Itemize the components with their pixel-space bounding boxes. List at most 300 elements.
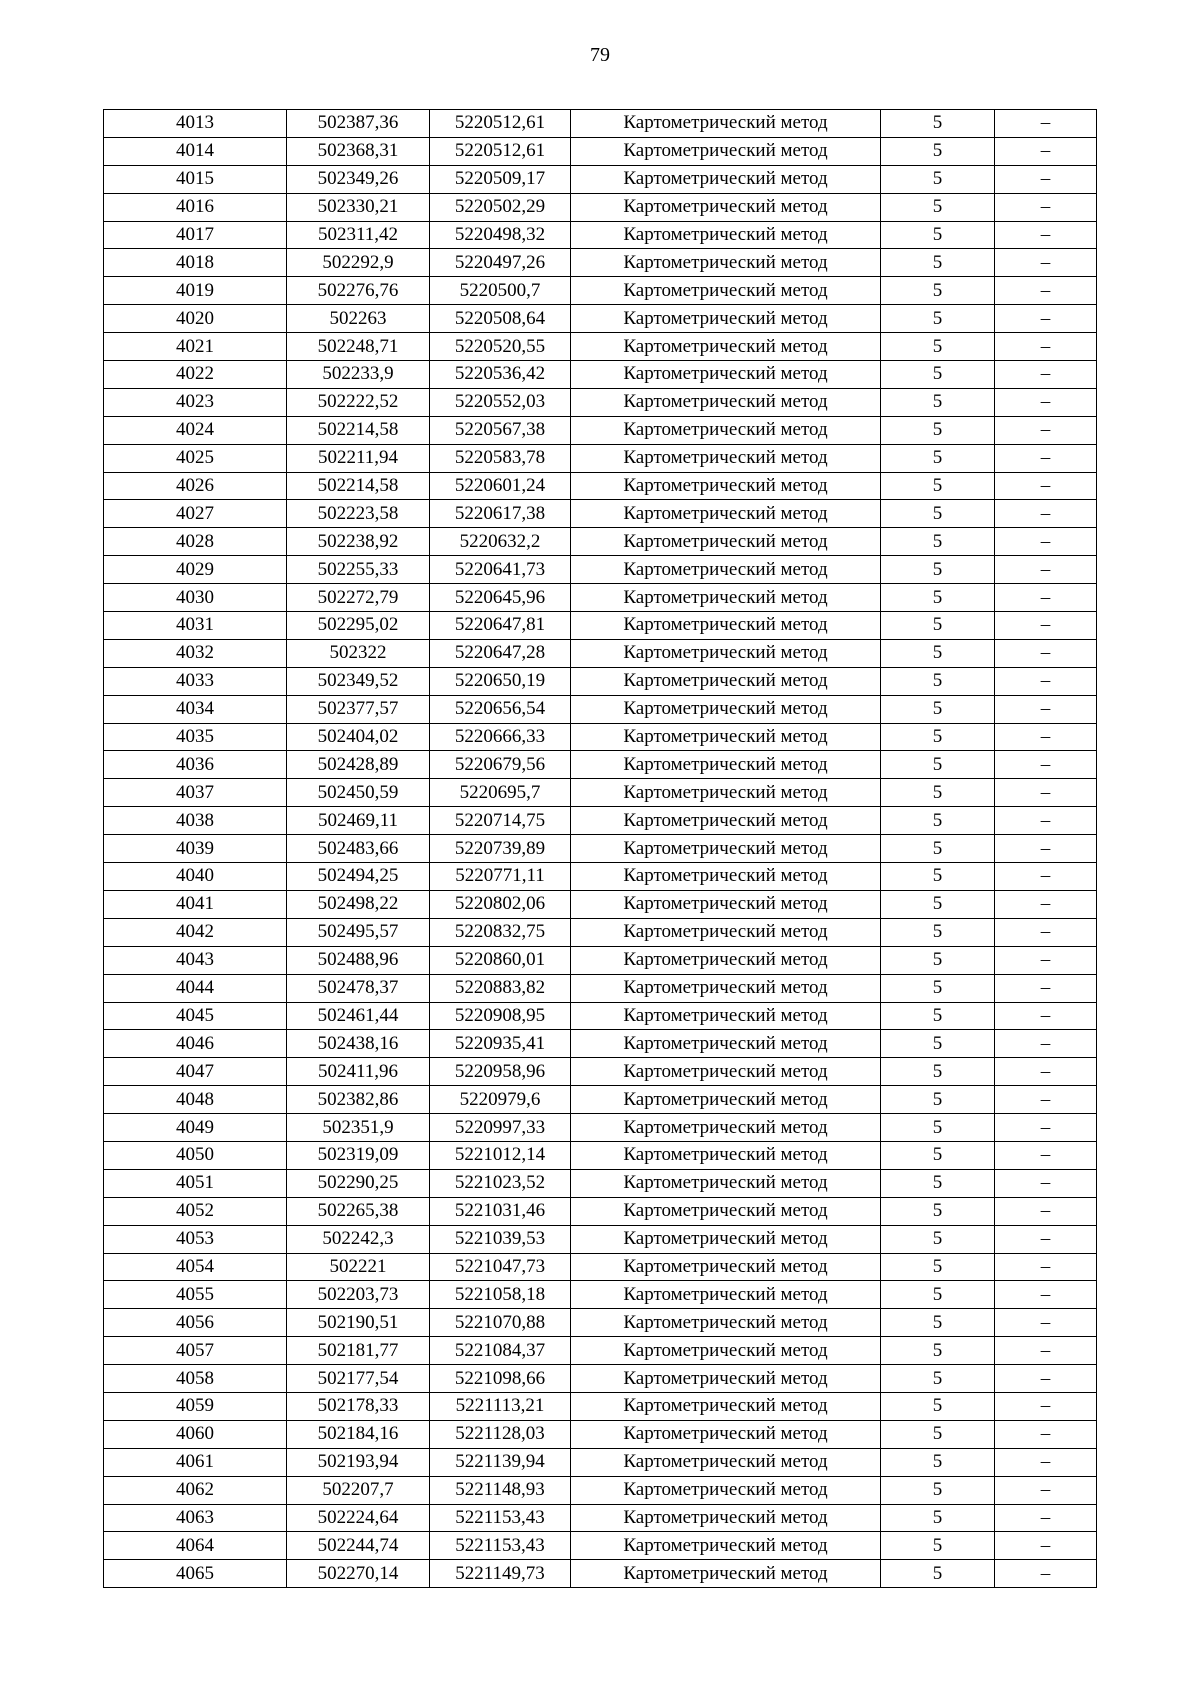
- x-coordinate-cell: 502368,31: [287, 137, 430, 165]
- description-cell: –: [995, 1365, 1097, 1393]
- y-coordinate-cell: 5220583,78: [430, 444, 571, 472]
- point-number-cell: 4025: [104, 444, 287, 472]
- y-coordinate-cell: 5221149,73: [430, 1560, 571, 1588]
- point-number-cell: 4055: [104, 1281, 287, 1309]
- point-number-cell: 4015: [104, 165, 287, 193]
- description-cell: –: [995, 137, 1097, 165]
- x-coordinate-cell: 502263: [287, 305, 430, 333]
- y-coordinate-cell: 5221153,43: [430, 1532, 571, 1560]
- point-number-cell: 4049: [104, 1114, 287, 1142]
- x-coordinate-cell: 502211,94: [287, 444, 430, 472]
- table-row: [104, 974, 1097, 1002]
- accuracy-cell: 5: [881, 444, 995, 472]
- description-cell: –: [995, 221, 1097, 249]
- point-number-cell: 4041: [104, 890, 287, 918]
- x-coordinate-cell: 502233,9: [287, 361, 430, 389]
- point-number-cell: 4060: [104, 1420, 287, 1448]
- table-row: [104, 890, 1097, 918]
- y-coordinate-cell: 5221148,93: [430, 1476, 571, 1504]
- accuracy-cell: 5: [881, 1253, 995, 1281]
- accuracy-cell: 5: [881, 639, 995, 667]
- method-cell: Картометрический метод: [571, 500, 881, 528]
- description-cell: –: [995, 1337, 1097, 1365]
- method-cell: Картометрический метод: [571, 1225, 881, 1253]
- description-cell: –: [995, 165, 1097, 193]
- accuracy-cell: 5: [881, 556, 995, 584]
- description-cell: –: [995, 612, 1097, 640]
- table-row: [104, 1448, 1097, 1476]
- y-coordinate-cell: 5220509,17: [430, 165, 571, 193]
- method-cell: Картометрический метод: [571, 1169, 881, 1197]
- table-row: [104, 946, 1097, 974]
- table-row: [104, 556, 1097, 584]
- description-cell: –: [995, 416, 1097, 444]
- method-cell: Картометрический метод: [571, 667, 881, 695]
- table-row: [104, 835, 1097, 863]
- point-number-cell: 4031: [104, 612, 287, 640]
- y-coordinate-cell: 5221139,94: [430, 1448, 571, 1476]
- accuracy-cell: 5: [881, 667, 995, 695]
- x-coordinate-cell: 502255,33: [287, 556, 430, 584]
- y-coordinate-cell: 5220520,55: [430, 333, 571, 361]
- method-cell: Картометрический метод: [571, 639, 881, 667]
- y-coordinate-cell: 5220860,01: [430, 946, 571, 974]
- x-coordinate-cell: 502214,58: [287, 416, 430, 444]
- point-number-cell: 4029: [104, 556, 287, 584]
- y-coordinate-cell: 5220645,96: [430, 584, 571, 612]
- point-number-cell: 4044: [104, 974, 287, 1002]
- method-cell: Картометрический метод: [571, 1281, 881, 1309]
- method-cell: Картометрический метод: [571, 1309, 881, 1337]
- point-number-cell: 4014: [104, 137, 287, 165]
- method-cell: Картометрический метод: [571, 1420, 881, 1448]
- x-coordinate-cell: 502311,42: [287, 221, 430, 249]
- point-number-cell: 4033: [104, 667, 287, 695]
- x-coordinate-cell: 502203,73: [287, 1281, 430, 1309]
- point-number-cell: 4038: [104, 807, 287, 835]
- table-row: [104, 1532, 1097, 1560]
- table-row: [104, 1420, 1097, 1448]
- table-row: [104, 667, 1097, 695]
- x-coordinate-cell: 502382,86: [287, 1086, 430, 1114]
- y-coordinate-cell: 5221098,66: [430, 1365, 571, 1393]
- method-cell: Картометрический метод: [571, 1058, 881, 1086]
- x-coordinate-cell: 502404,02: [287, 723, 430, 751]
- accuracy-cell: 5: [881, 1476, 995, 1504]
- x-coordinate-cell: 502494,25: [287, 863, 430, 891]
- x-coordinate-cell: 502478,37: [287, 974, 430, 1002]
- x-coordinate-cell: 502222,52: [287, 388, 430, 416]
- table-row: [104, 807, 1097, 835]
- method-cell: Картометрический метод: [571, 221, 881, 249]
- x-coordinate-cell: 502193,94: [287, 1448, 430, 1476]
- description-cell: –: [995, 835, 1097, 863]
- point-number-cell: 4050: [104, 1141, 287, 1169]
- x-coordinate-cell: 502450,59: [287, 779, 430, 807]
- table-row: [104, 1058, 1097, 1086]
- accuracy-cell: 5: [881, 1337, 995, 1365]
- point-number-cell: 4023: [104, 388, 287, 416]
- point-number-cell: 4047: [104, 1058, 287, 1086]
- point-number-cell: 4036: [104, 751, 287, 779]
- table-row: [104, 472, 1097, 500]
- method-cell: Картометрический метод: [571, 584, 881, 612]
- method-cell: Картометрический метод: [571, 472, 881, 500]
- table-row: [104, 277, 1097, 305]
- x-coordinate-cell: 502223,58: [287, 500, 430, 528]
- description-cell: –: [995, 500, 1097, 528]
- x-coordinate-cell: 502330,21: [287, 193, 430, 221]
- method-cell: Картометрический метод: [571, 1141, 881, 1169]
- method-cell: Картометрический метод: [571, 1030, 881, 1058]
- description-cell: –: [995, 388, 1097, 416]
- description-cell: –: [995, 667, 1097, 695]
- table-row: [104, 1476, 1097, 1504]
- description-cell: –: [995, 1086, 1097, 1114]
- table-row: [104, 1225, 1097, 1253]
- table-row: [104, 1281, 1097, 1309]
- y-coordinate-cell: 5220802,06: [430, 890, 571, 918]
- method-cell: Картометрический метод: [571, 918, 881, 946]
- accuracy-cell: 5: [881, 137, 995, 165]
- accuracy-cell: 5: [881, 1560, 995, 1588]
- accuracy-cell: 5: [881, 528, 995, 556]
- point-number-cell: 4064: [104, 1532, 287, 1560]
- accuracy-cell: 5: [881, 500, 995, 528]
- table-row: [104, 1392, 1097, 1420]
- x-coordinate-cell: 502290,25: [287, 1169, 430, 1197]
- method-cell: Картометрический метод: [571, 1086, 881, 1114]
- y-coordinate-cell: 5220632,2: [430, 528, 571, 556]
- y-coordinate-cell: 5220552,03: [430, 388, 571, 416]
- x-coordinate-cell: 502349,26: [287, 165, 430, 193]
- point-number-cell: 4059: [104, 1392, 287, 1420]
- description-cell: –: [995, 1030, 1097, 1058]
- y-coordinate-cell: 5221153,43: [430, 1504, 571, 1532]
- y-coordinate-cell: 5220997,33: [430, 1114, 571, 1142]
- method-cell: Картометрический метод: [571, 1114, 881, 1142]
- y-coordinate-cell: 5221058,18: [430, 1281, 571, 1309]
- table-row: [104, 695, 1097, 723]
- point-number-cell: 4019: [104, 277, 287, 305]
- table-row: [104, 110, 1097, 138]
- description-cell: –: [995, 1309, 1097, 1337]
- coordinates-table: [103, 109, 1097, 1588]
- table-row: [104, 528, 1097, 556]
- accuracy-cell: 5: [881, 1086, 995, 1114]
- table-row: [104, 1197, 1097, 1225]
- point-number-cell: 4056: [104, 1309, 287, 1337]
- y-coordinate-cell: 5220497,26: [430, 249, 571, 277]
- description-cell: –: [995, 1002, 1097, 1030]
- y-coordinate-cell: 5220832,75: [430, 918, 571, 946]
- table-row: [104, 444, 1097, 472]
- accuracy-cell: 5: [881, 890, 995, 918]
- table-row: [104, 1002, 1097, 1030]
- method-cell: Картометрический метод: [571, 137, 881, 165]
- accuracy-cell: 5: [881, 165, 995, 193]
- accuracy-cell: 5: [881, 249, 995, 277]
- x-coordinate-cell: 502322: [287, 639, 430, 667]
- x-coordinate-cell: 502295,02: [287, 612, 430, 640]
- point-number-cell: 4022: [104, 361, 287, 389]
- description-cell: –: [995, 1281, 1097, 1309]
- point-number-cell: 4028: [104, 528, 287, 556]
- y-coordinate-cell: 5220883,82: [430, 974, 571, 1002]
- table-row: [104, 221, 1097, 249]
- y-coordinate-cell: 5220714,75: [430, 807, 571, 835]
- y-coordinate-cell: 5220935,41: [430, 1030, 571, 1058]
- x-coordinate-cell: 502224,64: [287, 1504, 430, 1532]
- x-coordinate-cell: 502387,36: [287, 110, 430, 138]
- point-number-cell: 4013: [104, 110, 287, 138]
- table-row: [104, 918, 1097, 946]
- method-cell: Картометрический метод: [571, 388, 881, 416]
- method-cell: Картометрический метод: [571, 890, 881, 918]
- point-number-cell: 4042: [104, 918, 287, 946]
- y-coordinate-cell: 5221084,37: [430, 1337, 571, 1365]
- description-cell: –: [995, 444, 1097, 472]
- point-number-cell: 4045: [104, 1002, 287, 1030]
- description-cell: –: [995, 1253, 1097, 1281]
- coordinates-table-body: [104, 110, 1097, 1588]
- table-row: [104, 1309, 1097, 1337]
- table-row: [104, 779, 1097, 807]
- x-coordinate-cell: 502207,7: [287, 1476, 430, 1504]
- point-number-cell: 4018: [104, 249, 287, 277]
- description-cell: –: [995, 779, 1097, 807]
- x-coordinate-cell: 502221: [287, 1253, 430, 1281]
- method-cell: Картометрический метод: [571, 165, 881, 193]
- y-coordinate-cell: 5220641,73: [430, 556, 571, 584]
- description-cell: –: [995, 1476, 1097, 1504]
- description-cell: –: [995, 556, 1097, 584]
- point-number-cell: 4032: [104, 639, 287, 667]
- method-cell: Картометрический метод: [571, 333, 881, 361]
- table-row: [104, 305, 1097, 333]
- point-number-cell: 4035: [104, 723, 287, 751]
- table-row: [104, 1253, 1097, 1281]
- method-cell: Картометрический метод: [571, 1504, 881, 1532]
- x-coordinate-cell: 502428,89: [287, 751, 430, 779]
- point-number-cell: 4039: [104, 835, 287, 863]
- x-coordinate-cell: 502276,76: [287, 277, 430, 305]
- point-number-cell: 4037: [104, 779, 287, 807]
- method-cell: Картометрический метод: [571, 193, 881, 221]
- point-number-cell: 4017: [104, 221, 287, 249]
- y-coordinate-cell: 5220512,61: [430, 110, 571, 138]
- method-cell: Картометрический метод: [571, 1337, 881, 1365]
- description-cell: –: [995, 723, 1097, 751]
- accuracy-cell: 5: [881, 277, 995, 305]
- description-cell: –: [995, 1114, 1097, 1142]
- description-cell: –: [995, 751, 1097, 779]
- page-number: 79: [590, 44, 610, 66]
- x-coordinate-cell: 502461,44: [287, 1002, 430, 1030]
- method-cell: Картометрический метод: [571, 556, 881, 584]
- x-coordinate-cell: 502351,9: [287, 1114, 430, 1142]
- y-coordinate-cell: 5220771,11: [430, 863, 571, 891]
- description-cell: –: [995, 361, 1097, 389]
- x-coordinate-cell: 502483,66: [287, 835, 430, 863]
- accuracy-cell: 5: [881, 1225, 995, 1253]
- method-cell: Картометрический метод: [571, 723, 881, 751]
- method-cell: Картометрический метод: [571, 416, 881, 444]
- x-coordinate-cell: 502438,16: [287, 1030, 430, 1058]
- method-cell: Картометрический метод: [571, 444, 881, 472]
- accuracy-cell: 5: [881, 416, 995, 444]
- method-cell: Картометрический метод: [571, 528, 881, 556]
- accuracy-cell: 5: [881, 305, 995, 333]
- point-number-cell: 4040: [104, 863, 287, 891]
- y-coordinate-cell: 5220650,19: [430, 667, 571, 695]
- table-row: [104, 1560, 1097, 1588]
- description-cell: –: [995, 639, 1097, 667]
- method-cell: Картометрический метод: [571, 277, 881, 305]
- y-coordinate-cell: 5220656,54: [430, 695, 571, 723]
- point-number-cell: 4053: [104, 1225, 287, 1253]
- method-cell: Картометрический метод: [571, 695, 881, 723]
- y-coordinate-cell: 5221031,46: [430, 1197, 571, 1225]
- description-cell: –: [995, 1141, 1097, 1169]
- point-number-cell: 4061: [104, 1448, 287, 1476]
- accuracy-cell: 5: [881, 1420, 995, 1448]
- point-number-cell: 4057: [104, 1337, 287, 1365]
- x-coordinate-cell: 502242,3: [287, 1225, 430, 1253]
- table-row: [104, 639, 1097, 667]
- y-coordinate-cell: 5220979,6: [430, 1086, 571, 1114]
- method-cell: Картометрический метод: [571, 361, 881, 389]
- description-cell: –: [995, 528, 1097, 556]
- point-number-cell: 4065: [104, 1560, 287, 1588]
- description-cell: –: [995, 193, 1097, 221]
- y-coordinate-cell: 5220500,7: [430, 277, 571, 305]
- table-row: [104, 1337, 1097, 1365]
- y-coordinate-cell: 5221047,73: [430, 1253, 571, 1281]
- description-cell: –: [995, 277, 1097, 305]
- accuracy-cell: 5: [881, 835, 995, 863]
- x-coordinate-cell: 502272,79: [287, 584, 430, 612]
- method-cell: Картометрический метод: [571, 1002, 881, 1030]
- y-coordinate-cell: 5220567,38: [430, 416, 571, 444]
- point-number-cell: 4051: [104, 1169, 287, 1197]
- point-number-cell: 4062: [104, 1476, 287, 1504]
- y-coordinate-cell: 5220601,24: [430, 472, 571, 500]
- method-cell: Картометрический метод: [571, 305, 881, 333]
- point-number-cell: 4043: [104, 946, 287, 974]
- point-number-cell: 4054: [104, 1253, 287, 1281]
- accuracy-cell: 5: [881, 193, 995, 221]
- x-coordinate-cell: 502498,22: [287, 890, 430, 918]
- point-number-cell: 4046: [104, 1030, 287, 1058]
- accuracy-cell: 5: [881, 333, 995, 361]
- table-row: [104, 863, 1097, 891]
- method-cell: Картометрический метод: [571, 1560, 881, 1588]
- x-coordinate-cell: 502178,33: [287, 1392, 430, 1420]
- y-coordinate-cell: 5220617,38: [430, 500, 571, 528]
- y-coordinate-cell: 5220508,64: [430, 305, 571, 333]
- description-cell: –: [995, 863, 1097, 891]
- y-coordinate-cell: 5220666,33: [430, 723, 571, 751]
- accuracy-cell: 5: [881, 612, 995, 640]
- point-number-cell: 4034: [104, 695, 287, 723]
- y-coordinate-cell: 5220647,81: [430, 612, 571, 640]
- table-row: [104, 1504, 1097, 1532]
- y-coordinate-cell: 5221113,21: [430, 1392, 571, 1420]
- y-coordinate-cell: 5221023,52: [430, 1169, 571, 1197]
- description-cell: –: [995, 110, 1097, 138]
- x-coordinate-cell: 502177,54: [287, 1365, 430, 1393]
- accuracy-cell: 5: [881, 723, 995, 751]
- description-cell: –: [995, 946, 1097, 974]
- accuracy-cell: 5: [881, 388, 995, 416]
- y-coordinate-cell: 5220502,29: [430, 193, 571, 221]
- y-coordinate-cell: 5220958,96: [430, 1058, 571, 1086]
- x-coordinate-cell: 502469,11: [287, 807, 430, 835]
- table-row: [104, 1114, 1097, 1142]
- accuracy-cell: 5: [881, 751, 995, 779]
- accuracy-cell: 5: [881, 110, 995, 138]
- accuracy-cell: 5: [881, 221, 995, 249]
- table-row: [104, 584, 1097, 612]
- accuracy-cell: 5: [881, 1392, 995, 1420]
- point-number-cell: 4016: [104, 193, 287, 221]
- table-row: [104, 193, 1097, 221]
- x-coordinate-cell: 502265,38: [287, 1197, 430, 1225]
- point-number-cell: 4021: [104, 333, 287, 361]
- method-cell: Картометрический метод: [571, 1392, 881, 1420]
- accuracy-cell: 5: [881, 1281, 995, 1309]
- table-row: [104, 612, 1097, 640]
- table-row: [104, 751, 1097, 779]
- description-cell: –: [995, 1197, 1097, 1225]
- accuracy-cell: 5: [881, 1058, 995, 1086]
- x-coordinate-cell: 502214,58: [287, 472, 430, 500]
- method-cell: Картометрический метод: [571, 1532, 881, 1560]
- x-coordinate-cell: 502495,57: [287, 918, 430, 946]
- method-cell: Картометрический метод: [571, 807, 881, 835]
- description-cell: –: [995, 305, 1097, 333]
- y-coordinate-cell: 5221128,03: [430, 1420, 571, 1448]
- x-coordinate-cell: 502411,96: [287, 1058, 430, 1086]
- table-row: [104, 1141, 1097, 1169]
- table-row: [104, 333, 1097, 361]
- y-coordinate-cell: 5220536,42: [430, 361, 571, 389]
- description-cell: –: [995, 1420, 1097, 1448]
- description-cell: –: [995, 472, 1097, 500]
- method-cell: Картометрический метод: [571, 1448, 881, 1476]
- method-cell: Картометрический метод: [571, 974, 881, 1002]
- table-row: [104, 1365, 1097, 1393]
- point-number-cell: 4063: [104, 1504, 287, 1532]
- accuracy-cell: 5: [881, 1365, 995, 1393]
- y-coordinate-cell: 5220498,32: [430, 221, 571, 249]
- accuracy-cell: 5: [881, 472, 995, 500]
- method-cell: Картометрический метод: [571, 751, 881, 779]
- accuracy-cell: 5: [881, 584, 995, 612]
- method-cell: Картометрический метод: [571, 946, 881, 974]
- accuracy-cell: 5: [881, 1114, 995, 1142]
- method-cell: Картометрический метод: [571, 1197, 881, 1225]
- description-cell: –: [995, 1169, 1097, 1197]
- x-coordinate-cell: 502270,14: [287, 1560, 430, 1588]
- description-cell: –: [995, 333, 1097, 361]
- point-number-cell: 4026: [104, 472, 287, 500]
- method-cell: Картометрический метод: [571, 835, 881, 863]
- accuracy-cell: 5: [881, 361, 995, 389]
- table-row: [104, 1086, 1097, 1114]
- description-cell: –: [995, 1058, 1097, 1086]
